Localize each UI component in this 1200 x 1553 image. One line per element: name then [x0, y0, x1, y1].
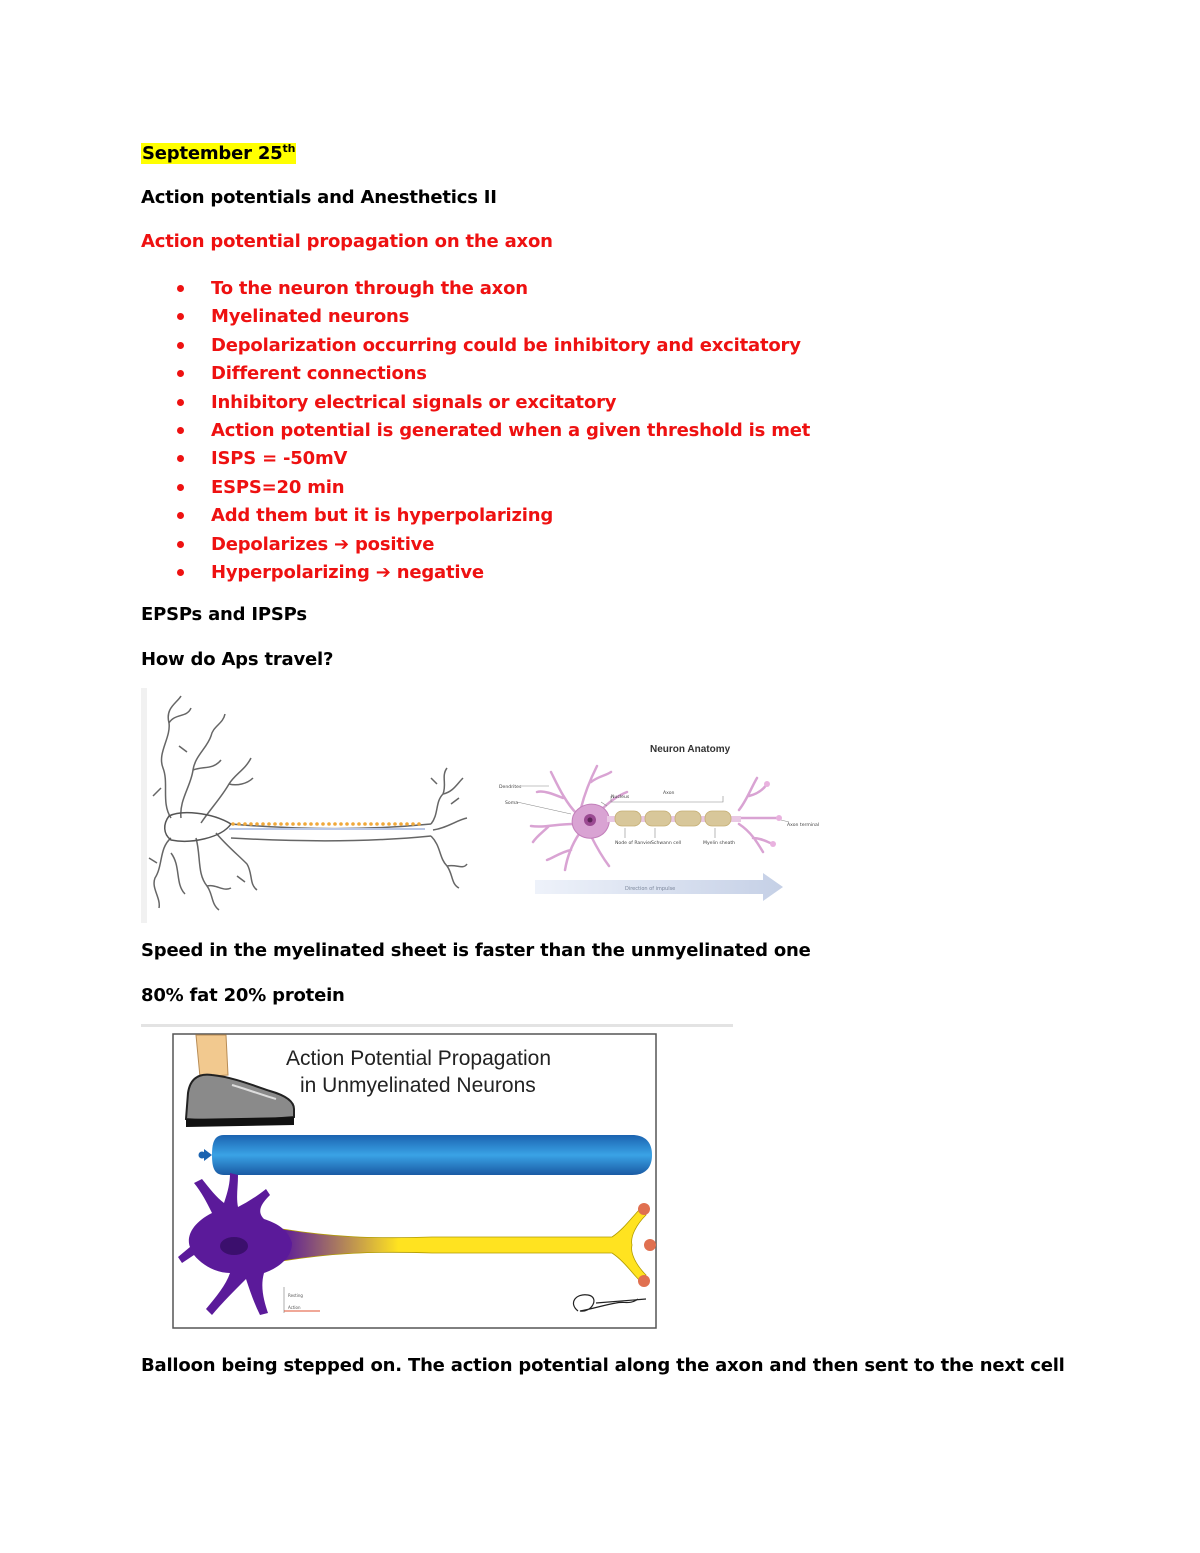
charge-marker [405, 822, 409, 826]
label-node: Node of Ranvier [615, 841, 652, 846]
charge-marker [267, 822, 271, 826]
charge-marker [285, 822, 289, 826]
charge-marker [237, 822, 241, 826]
list-item: Depolarization occurring could be inhibitory and excitatory [141, 332, 810, 360]
balloon [212, 1135, 652, 1175]
list-item: Action potential is generated when a given threshold is met [141, 417, 810, 445]
figure-title-line2: in Unmyelinated Neurons [300, 1074, 536, 1097]
label-myelin: Myelin sheath [703, 841, 736, 846]
date-heading [141, 142, 296, 164]
charge-marker [411, 822, 415, 826]
list-item: ISPS = -50mV [141, 445, 810, 473]
travel-heading: How do Aps travel? [141, 649, 334, 670]
charge-marker [315, 822, 319, 826]
neuron-line-drawing [141, 688, 481, 923]
divider [141, 1024, 733, 1027]
charge-marker [393, 822, 397, 826]
charge-marker [255, 822, 259, 826]
list-item: ESPS=20 min [141, 474, 810, 502]
unmyelinated-propagation-figure [172, 1033, 657, 1329]
charge-marker [297, 822, 301, 826]
charge-marker [333, 822, 337, 826]
charge-marker [387, 822, 391, 826]
charge-marker [327, 822, 331, 826]
charge-marker [261, 822, 265, 826]
date-highlight: September 25th [142, 142, 296, 164]
list-item: Inhibitory electrical signals or excitatory [141, 389, 810, 417]
list-item: Depolarizes ➔ positive [141, 531, 810, 559]
figure-title-line1: Action Potential Propagation [286, 1047, 552, 1070]
charge-marker [381, 822, 385, 826]
charge-marker [369, 822, 373, 826]
list-item: Different connections [141, 360, 810, 388]
charge-marker [399, 822, 403, 826]
legend-bottom: Action [288, 1305, 301, 1310]
charge-marker [339, 822, 343, 826]
charge-marker [417, 822, 421, 826]
direction-label: Direction of impulse [625, 886, 676, 892]
charge-marker [375, 822, 379, 826]
list-item: Myelinated neurons [141, 303, 810, 331]
neuron-anatomy-title: Neuron Anatomy [650, 744, 731, 755]
neuron-anatomy-diagram [495, 732, 820, 902]
speed-text: Speed in the myelinated sheet is faster than the unmyelinated one [141, 940, 811, 961]
label-axon: Axon [663, 791, 675, 796]
composition-text: 80% fat 20% protein [141, 985, 345, 1006]
charge-marker [231, 822, 235, 826]
charge-marker [279, 822, 283, 826]
list-item: Add them but it is hyperpolarizing [141, 502, 810, 530]
charge-marker [321, 822, 325, 826]
charge-marker [345, 822, 349, 826]
label-schwann: Schwann cell [651, 841, 682, 846]
list-item: Hyperpolarizing ➔ negative [141, 559, 810, 587]
charge-marker [303, 822, 307, 826]
charge-marker [357, 822, 361, 826]
section-heading: Action potential propagation on the axon [141, 231, 553, 252]
charge-marker [291, 822, 295, 826]
label-nucleus: Nucleus [611, 795, 630, 800]
epsps-heading: EPSPs and IPSPs [141, 604, 307, 625]
charge-marker [309, 822, 313, 826]
charge-marker [363, 822, 367, 826]
legend-top: Resting [288, 1293, 303, 1298]
charge-marker [249, 822, 253, 826]
label-soma: Soma [505, 801, 519, 806]
label-terminal: Axon terminal [787, 823, 820, 828]
bullet-list [141, 275, 810, 587]
charge-marker [243, 822, 247, 826]
label-dendrites: Dendrites [499, 785, 522, 790]
charge-marker [273, 822, 277, 826]
lecture-title: Action potentials and Anesthetics II [141, 187, 497, 208]
balloon-text: Balloon being stepped on. The action potential along the axon and then sent to the next cell [141, 1355, 1065, 1376]
charge-marker [351, 822, 355, 826]
list-item: To the neuron through the axon [141, 275, 810, 303]
